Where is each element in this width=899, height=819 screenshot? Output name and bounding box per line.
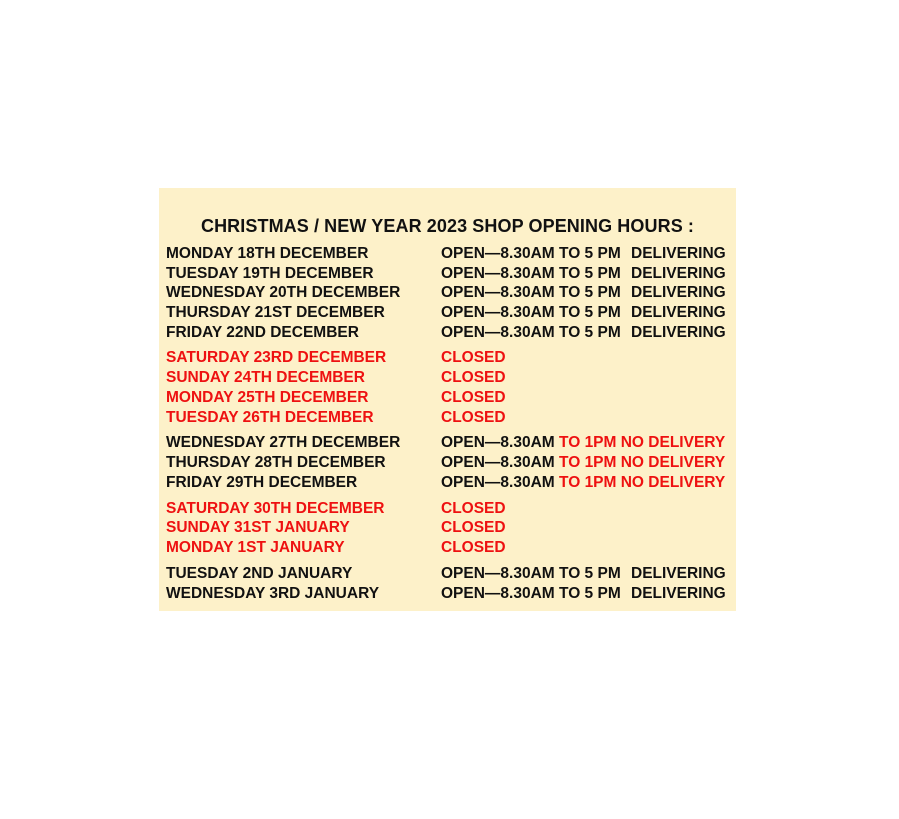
schedule-row xyxy=(159,453,736,473)
opening-hours-notice xyxy=(159,188,736,611)
schedule-row-closed xyxy=(159,368,736,388)
hours-text: OPEN—8.30AM xyxy=(441,474,555,491)
closed-label: CLOSED xyxy=(441,519,506,536)
schedule-row-closed xyxy=(159,538,736,558)
day-label: SUNDAY 31ST JANUARY xyxy=(166,519,350,536)
day-label: THURSDAY 21ST DECEMBER xyxy=(166,304,385,321)
notice-title: CHRISTMAS / NEW YEAR 2023 SHOP OPENING HOURS : xyxy=(200,216,695,236)
day-label: FRIDAY 29TH DECEMBER xyxy=(166,474,358,491)
day-label: SATURDAY 23RD DECEMBER xyxy=(166,349,387,366)
day-label: WEDNESDAY 20TH DECEMBER xyxy=(166,284,401,301)
hours-text: OPEN—8.30AM TO 5 PM xyxy=(441,245,621,262)
schedule-row xyxy=(159,433,736,453)
schedule-row-closed xyxy=(159,388,736,408)
day-label: SATURDAY 30TH DECEMBER xyxy=(166,500,385,517)
closed-label: CLOSED xyxy=(441,369,506,386)
hours-text: OPEN—8.30AM xyxy=(441,454,555,471)
hours-text: OPEN—8.30AM TO 5 PM xyxy=(441,324,621,341)
day-label: TUESDAY 19TH DECEMBER xyxy=(166,265,374,282)
day-label: MONDAY 1ST JANUARY xyxy=(166,539,345,556)
hours-text: OPEN—8.30AM TO 5 PM xyxy=(441,304,621,321)
hours-text: OPEN—8.30AM TO 5 PM xyxy=(441,585,621,602)
hours-cell xyxy=(441,453,725,473)
no-delivery-note: TO 1PM NO DELIVERY xyxy=(559,474,726,491)
day-label: TUESDAY 2ND JANUARY xyxy=(166,565,353,582)
delivery-note: DELIVERING xyxy=(631,245,726,262)
schedule-row xyxy=(159,303,736,323)
no-delivery-note: TO 1PM NO DELIVERY xyxy=(559,454,726,471)
closed-label: CLOSED xyxy=(441,389,506,406)
closed-label: CLOSED xyxy=(441,539,506,556)
schedule-row xyxy=(159,264,736,284)
day-label: FRIDAY 22ND DECEMBER xyxy=(166,324,359,341)
hours-text: OPEN—8.30AM TO 5 PM xyxy=(441,265,621,282)
delivery-note: DELIVERING xyxy=(631,304,726,321)
day-label: MONDAY 18TH DECEMBER xyxy=(166,245,369,262)
closed-label: CLOSED xyxy=(441,500,506,517)
hours-text: OPEN—8.30AM TO 5 PM xyxy=(441,565,621,582)
schedule-row xyxy=(159,564,736,584)
hours-text: OPEN—8.30AM TO 5 PM xyxy=(441,284,621,301)
schedule-row-closed xyxy=(159,499,736,519)
day-label: TUESDAY 26TH DECEMBER xyxy=(166,409,374,426)
schedule-row-closed xyxy=(159,408,736,428)
delivery-note: DELIVERING xyxy=(631,565,726,582)
schedule-row xyxy=(159,244,736,264)
day-label: WEDNESDAY 27TH DECEMBER xyxy=(166,434,401,451)
delivery-note: DELIVERING xyxy=(631,324,726,341)
day-label: SUNDAY 24TH DECEMBER xyxy=(166,369,365,386)
hours-text: OPEN—8.30AM xyxy=(441,434,555,451)
day-label: MONDAY 25TH DECEMBER xyxy=(166,389,369,406)
schedule-row xyxy=(159,473,736,493)
no-delivery-note: TO 1PM NO DELIVERY xyxy=(559,434,726,451)
day-label: WEDNESDAY 3RD JANUARY xyxy=(166,585,380,602)
closed-label: CLOSED xyxy=(441,349,506,366)
hours-cell xyxy=(441,473,725,493)
closed-label: CLOSED xyxy=(441,409,506,426)
schedule-row xyxy=(159,323,736,343)
schedule-row xyxy=(159,283,736,303)
schedule-row-closed xyxy=(159,518,736,538)
day-label: THURSDAY 28TH DECEMBER xyxy=(166,454,386,471)
schedule-row-closed xyxy=(159,348,736,368)
hours-cell xyxy=(441,433,725,453)
delivery-note: DELIVERING xyxy=(631,284,726,301)
schedule-row xyxy=(159,584,736,604)
delivery-note: DELIVERING xyxy=(631,585,726,602)
delivery-note: DELIVERING xyxy=(631,265,726,282)
